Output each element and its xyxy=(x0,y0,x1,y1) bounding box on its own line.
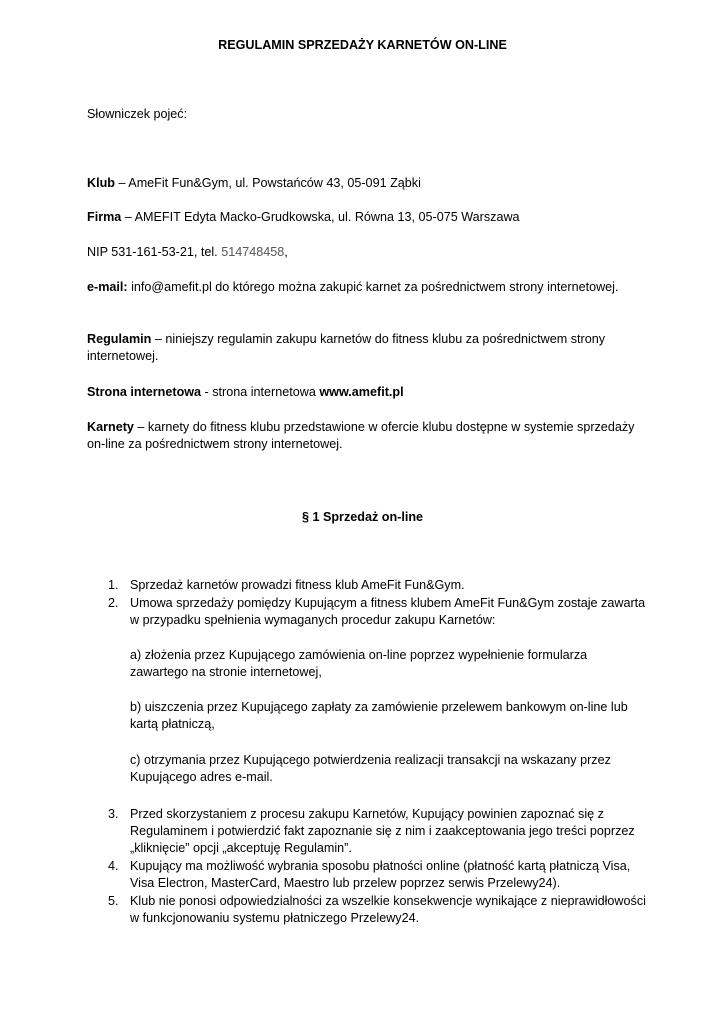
definition-regulamin xyxy=(87,331,647,365)
list-number: 5. xyxy=(108,894,119,908)
definition-term: Firma xyxy=(87,210,122,224)
definition-email xyxy=(87,279,647,296)
definition-term: Karnety xyxy=(87,420,134,434)
definition-text: – niniejszy regulamin zakupu karnetów do fitness klubu za pośrednictwem strony internetowej. xyxy=(87,332,605,363)
subitem-b: b) uiszczenia przez Kupującego zapłaty za zamówienie przelewem bankowym on-line lub kartą płatniczą, xyxy=(130,700,628,731)
definition-text: – AMEFIT Edyta Macko-Grudkowska, ul. Równa 13, 05-075 Warszawa xyxy=(121,210,520,224)
definition-nip xyxy=(87,244,647,261)
definition-term: Klub xyxy=(87,176,115,190)
definition-strona xyxy=(87,384,647,401)
list-number: 4. xyxy=(108,859,119,873)
list-text: Kupujący ma możliwość wybrania sposobu płatności online (płatność kartą płatniczą Visa, Visa Electron, MasterCard, Maestro lub przelew poprzez serwis Przelewy24). xyxy=(130,859,631,890)
document-title: REGULAMIN SPRZEDAŻY KARNETÓW ON-LINE xyxy=(218,38,507,52)
website-link[interactable]: www.amefit.pl xyxy=(319,385,404,399)
definition-text: – AmeFit Fun&Gym, ul. Powstańców 43, 05-091 Ząbki xyxy=(114,176,421,190)
subitem-c: c) otrzymania przez Kupującego potwierdzenia realizacji transakcji na wskazany przez Kupującego adres e-mail. xyxy=(130,753,611,784)
definition-term: e-mail: xyxy=(87,280,128,294)
definition-term: Regulamin xyxy=(87,332,152,346)
subitem-a: a) złożenia przez Kupującego zamówienia on-line poprzez wypełnienie formularza zawartego na stronie internetowej, xyxy=(130,648,588,679)
list-text: Sprzedaż karnetów prowadzi fitness klub AmeFit Fun&Gym. xyxy=(130,578,465,592)
definition-firma xyxy=(87,209,647,226)
section-1-title: § 1 Sprzedaż on-line xyxy=(301,510,424,524)
glossary-heading: Słowniczek pojeć: xyxy=(87,107,188,121)
list-text: Umowa sprzedaży pomiędzy Kupującym a fitness klubem AmeFit Fun&Gym zostaje zawarta w przypadku spełnienia wymaganych procedur zakupu Karnetów: xyxy=(130,596,646,627)
definition-term: Strona internetowa xyxy=(87,385,202,399)
nip-suffix: , xyxy=(284,245,288,259)
nip-text: NIP 531-161-53-21, tel. xyxy=(87,245,222,259)
list-number: 1. xyxy=(108,578,119,592)
definition-karnety xyxy=(87,419,647,453)
definition-text: info@amefit.pl do którego można zakupić karnet za pośrednictwem strony internetowej. xyxy=(127,280,619,294)
list-number: 2. xyxy=(108,596,119,610)
list-text: Przed skorzystaniem z procesu zakupu Karnetów, Kupujący powinien zapoznać się z Regulaminem i potwierdzić fakt zapoznanie się z nim i zaakceptowania jego treści poprzez „kliknięcie” opcji „akceptuję Regulamin”. xyxy=(130,807,635,855)
definition-klub xyxy=(87,175,647,192)
list-number: 3. xyxy=(108,807,119,821)
list-text: Klub nie ponosi odpowiedzialności za wszelkie konsekwencje wynikające z nieprawidłowości w funkcjonowaniu systemu płatniczego Przelewy24. xyxy=(130,894,646,925)
definition-text: - strona internetowa xyxy=(201,385,320,399)
phone-number: 514748458 xyxy=(221,245,285,259)
definition-text: – karnety do fitness klubu przedstawione w ofercie klubu dostępne w systemie sprzedaży on-line za pośrednictwem strony internetowej. xyxy=(87,420,635,451)
